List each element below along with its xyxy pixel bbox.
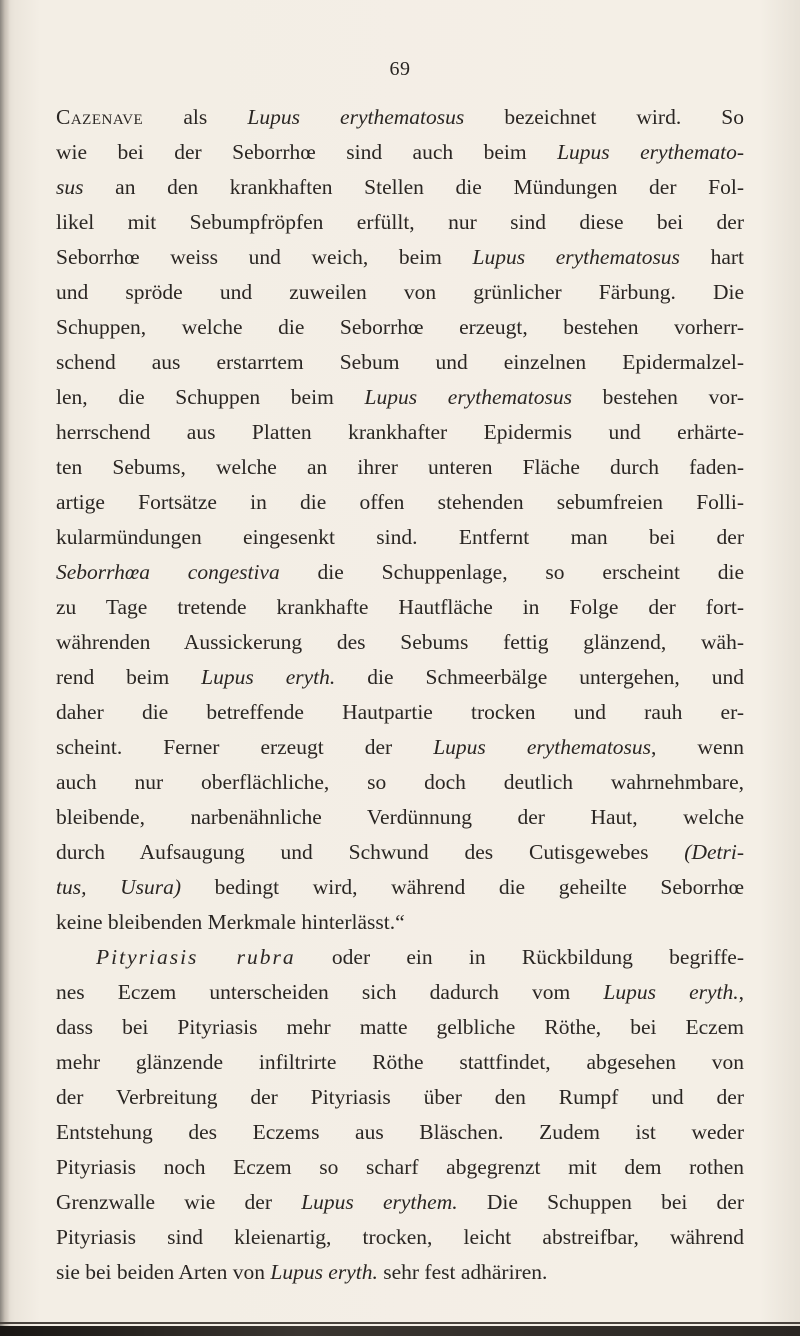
italic-term: Lupus erythemato- (557, 140, 745, 164)
text-line (56, 170, 744, 205)
text-line (56, 310, 744, 345)
text-line (56, 975, 744, 1010)
text-run: bestehen vor- (571, 385, 744, 409)
text-line (56, 415, 744, 450)
text-run: bezeichnet wird. So (464, 105, 745, 129)
italic-term: (Detri- (684, 840, 744, 864)
italic-term: Lupus erythematosus (433, 735, 652, 759)
text-line (56, 205, 744, 240)
text-run: sehr fest adhäriren. (377, 1260, 548, 1284)
text-run: , wenn (651, 735, 745, 759)
text-run: keine bleibenden Merkmale hinterlässt.“ (56, 910, 405, 934)
text-line (56, 100, 744, 135)
text-line (56, 380, 744, 415)
text-run: schend aus erstarrtem Sebum und einzelnen Epidermalzel- (56, 350, 744, 374)
text-line (56, 1150, 744, 1185)
text-run: und spröde und zuweilen von grünlicher Färbung. Die (56, 280, 744, 304)
text-line (56, 1185, 744, 1220)
text-run: ten Sebums, welche an ihrer unteren Fläche durch faden- (56, 455, 744, 479)
text-run: oder ein in Rückbildung begriffe- (295, 945, 744, 969)
text-line (56, 1010, 744, 1045)
text-run: len, die Schuppen beim (56, 385, 365, 409)
text-run: hart (679, 245, 744, 269)
text-line (56, 695, 744, 730)
text-line (56, 765, 744, 800)
text-line (56, 800, 744, 835)
text-run: sie bei beiden Arten von (56, 1260, 271, 1284)
text-line (56, 1115, 744, 1150)
text-line (56, 870, 744, 905)
text-run: mehr glänzende infiltrirte Röthe stattfindet, abgesehen von (56, 1050, 744, 1074)
italic-term: Lupus eryth. (270, 1260, 378, 1284)
italic-term: Lupus eryth. (201, 665, 336, 689)
text-line (56, 1080, 744, 1115)
text-run: daher die betreffende Hautpartie trocken und rauh er- (56, 700, 744, 724)
text-line (56, 940, 744, 975)
text-line (56, 1255, 744, 1290)
italic-term: Seborrhœa congestiva (56, 560, 280, 584)
page-number: 69 (389, 58, 411, 80)
text-run: dass bei Pityriasis mehr matte gelbliche Röthe, bei Eczem (56, 1015, 744, 1039)
text-run: bedingt wird, während die geheilte Seborrhœ (181, 875, 744, 899)
text-run: als (143, 105, 248, 129)
text-line (56, 730, 744, 765)
page-bottom-edge (0, 1326, 800, 1336)
text-run: die Schmeerbälge untergehen, und (335, 665, 744, 689)
italic-term: Lupus erythematosus (364, 385, 572, 409)
text-run: auch nur oberflächliche, so doch deutlich wahrnehmbare, (56, 770, 744, 794)
text-run: herrschend aus Platten krankhafter Epidermis und erhärte- (56, 420, 744, 444)
text-run: an den krankhaften Stellen die Mündungen der Fol- (83, 175, 744, 199)
text-run: kularmündungen eingesenkt sind. Entfernt man bei der (56, 525, 744, 549)
text-run: währenden Aussickerung des Sebums fettig glänzend, wäh- (56, 630, 744, 654)
text-line (56, 660, 744, 695)
italic-term: Lupus erythematosus (247, 105, 465, 129)
text-line (56, 345, 744, 380)
text-run: die Schuppenlage, so erscheint die (279, 560, 744, 584)
text-run: Seborrhœ weiss und weich, beim (56, 245, 473, 269)
italic-term: Lupus erythem. (301, 1190, 458, 1214)
italic-term: Lupus erythematosus (472, 245, 680, 269)
text-line (56, 625, 744, 660)
italic-term: Lupus eryth. (603, 980, 739, 1004)
text-run: wie bei der Seborrhœ sind auch beim (56, 140, 558, 164)
text-run: Pityriasis noch Eczem so scharf abgegrenzt mit dem rothen (56, 1155, 744, 1179)
text-run: artige Fortsätze in die offen stehenden sebumfreien Folli- (56, 490, 744, 514)
italic-term: tus, Usura) (56, 875, 182, 899)
text-line (56, 520, 744, 555)
text-line (56, 1045, 744, 1080)
author-name: Cazenave (56, 105, 144, 129)
text-line (56, 485, 744, 520)
text-run: zu Tage tretende krankhafte Hautfläche in Folge der fort- (56, 595, 744, 619)
text-run: , (738, 980, 745, 1004)
text-line (56, 275, 744, 310)
page-bottom-edge-line (0, 1322, 800, 1324)
text-line (56, 135, 744, 170)
text-run: Die Schuppen bei der (457, 1190, 744, 1214)
text-line (56, 1220, 744, 1255)
text-line (56, 905, 744, 940)
text-run: bleibende, narbenähnliche Verdünnung der Haut, welche (56, 805, 744, 829)
text-run: der Verbreitung der Pityriasis über den Rumpf und der (56, 1085, 744, 1109)
text-run: durch Aufsaugung und Schwund des Cutisgewebes (56, 840, 685, 864)
text-run: scheint. Ferner erzeugt der (56, 735, 434, 759)
text-run: Schuppen, welche die Seborrhœ erzeugt, bestehen vorherr- (56, 315, 744, 339)
body-text (56, 100, 744, 1290)
text-run: Pityriasis sind kleienartig, trocken, leicht abstreifbar, während (56, 1225, 744, 1249)
text-run: nes Eczem unterscheiden sich dadurch vom (56, 980, 604, 1004)
italic-term: sus (56, 175, 84, 199)
text-line (56, 450, 744, 485)
text-run: rend beim (56, 665, 202, 689)
text-run: Entstehung des Eczems aus Bläschen. Zudem ist weder (56, 1120, 744, 1144)
text-line (56, 240, 744, 275)
text-line (56, 555, 744, 590)
text-line (56, 590, 744, 625)
text-run: Grenzwalle wie der (56, 1190, 302, 1214)
binding-shadow (0, 0, 10, 1336)
text-run: likel mit Sebumpfröpfen erfüllt, nur sind diese bei der (56, 210, 744, 234)
italic-term: Pityriasis rubra (96, 945, 296, 969)
text-line (56, 835, 744, 870)
